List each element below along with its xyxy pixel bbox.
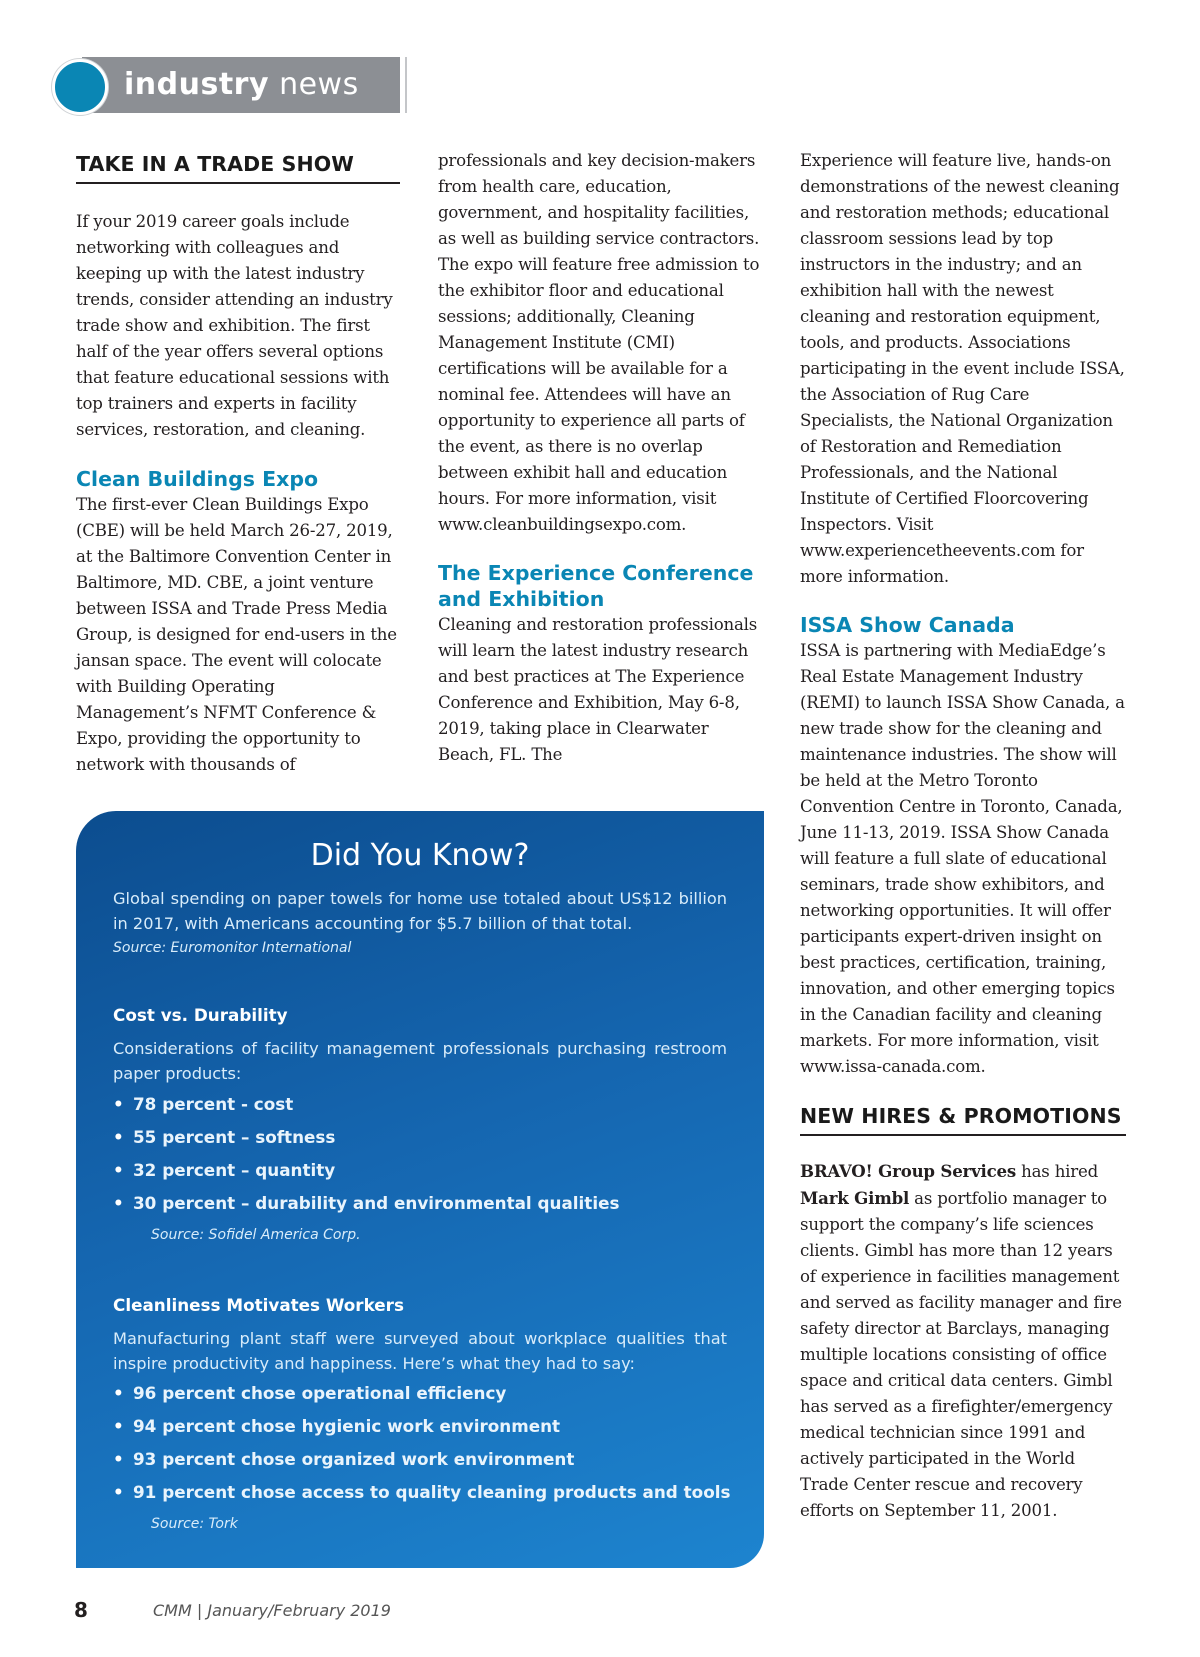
list-item: • 96 percent chose operational efficiency: [113, 1377, 730, 1410]
hires-company: BRAVO! Group Services: [800, 1161, 1017, 1181]
dyk-intro-source: Source: Euromonitor International: [113, 940, 352, 956]
cbe-heading: Clean Buildings Expo: [76, 467, 319, 491]
new-hires-body: BRAVO! Group Services has hired Mark Gimbl as portfolio manager to support the company’s life sciences clients. Gimbl has more than 12 years of experience in facilities management and served as facility manager and fire safety director at Barclays, managing multiple locations consisting of office space and critical data centers. Gimbl has served as a firefighter/emergency medical technician since 1991 and actively participated in the World Trade Center rescue and recovery efforts on September 11, 2001.: [800, 1161, 1122, 1520]
list-item: • 78 percent - cost: [113, 1088, 619, 1121]
column-3: [800, 148, 1126, 1524]
dyk-intro: Global spending on paper towels for home use totaled about US$12 billion in 2017, with Americans accounting for $5.7 billion of that total.: [113, 889, 727, 933]
list-item: • 93 percent chose organized work environment: [113, 1443, 730, 1476]
experience-body: Cleaning and restoration professionals will learn the latest industry research and best practices at The Experience Conference and Exhibition, May 6-8, 2019, taking place in Clearwater Beach, FL. The: [438, 615, 758, 764]
section-title: industry news: [124, 67, 359, 102]
experience-heading: The Experience Conference and Exhibition: [438, 561, 754, 611]
new-hires-heading: NEW HIRES & PROMOTIONS: [800, 1104, 1126, 1136]
list-item: • 91 percent chose access to quality cleaning products and tools: [113, 1476, 730, 1509]
cost-durability-intro: Considerations of facility management professionals purchasing restroom paper products:: [113, 1039, 727, 1083]
did-you-know-box: [76, 811, 764, 1568]
cleanliness-intro: Manufacturing plant staff were surveyed about workplace qualities that inspire productivity and happiness. Here’s what they had to say:: [113, 1329, 727, 1373]
cost-durability-source: Source: Sofidel America Corp.: [151, 1227, 361, 1243]
did-you-know-title: Did You Know?: [310, 838, 530, 873]
list-item: • 32 percent – quantity: [113, 1154, 619, 1187]
column-1: [76, 152, 400, 778]
hires-person: Mark Gimbl: [800, 1188, 910, 1208]
cbe-body-continued: professionals and key decision-makers from health care, education, government, and hospitality facilities, as well as building service contractors. The expo will feature free admission to the exhibitor floor and educational sessions; additionally, Cleaning Management Institute (CMI) certifications will be available for a nominal fee. Attendees will have an opportunity to experience all parts of the event, as there is no overlap between exhibit hall and education hours. For more information, visit www.cleanbuildingsexpo.com.: [438, 151, 760, 534]
list-item: • 94 percent chose hygienic work environment: [113, 1410, 730, 1443]
list-item: • 30 percent – durability and environmental qualities: [113, 1187, 619, 1220]
page-number: 8: [74, 1598, 88, 1622]
column-2: [438, 148, 764, 768]
cleanliness-source: Source: Tork: [151, 1516, 238, 1532]
cbe-body: The first-ever Clean Buildings Expo (CBE) will be held March 26-27, 2019, at the Baltimore Convention Center in Baltimore, MD. CBE, a joint venture between ISSA and Trade Press Media Group, is designed for end-users in the jansan space. The event will colocate with Building Operating Management’s NFMT Conference & Expo, providing the opportunity to network with thousands of: [76, 495, 397, 774]
list-item: • 55 percent – softness: [113, 1121, 619, 1154]
publication-info: CMM | January/February 2019: [153, 1601, 391, 1620]
cost-durability-heading: Cost vs. Durability: [113, 1005, 288, 1025]
experience-body-continued: Experience will feature live, hands-on demonstrations of the newest cleaning and restoration methods; educational classroom sessions lead by top instructors in the industry; and an exhibition hall with the newest cleaning and restoration equipment, tools, and products. Associations participating in the event include ISSA, the Association of Rug Care Specialists, the National Organization of Restoration and Remediation Professionals, and the National Institute of Certified Floorcovering Inspectors. Visit www.experiencetheevents.com for more information.: [800, 151, 1125, 586]
cleanliness-list: [113, 1377, 730, 1509]
cleanliness-heading: Cleanliness Motivates Workers: [113, 1295, 404, 1315]
section-tab-edge: [405, 57, 407, 113]
issa-canada-body: ISSA is partnering with MediaEdge’s Real Estate Management Industry (REMI) to launch ISSA Show Canada, a new trade show for the cleaning and maintenance industries. The show will be held at the Metro Toronto Convention Centre in Toronto, Canada, June 11-13, 2019. ISSA Show Canada will feature a full slate of educational seminars, trade show exhibitors, and networking opportunities. It will offer participants expert-driven insight on best practices, certification, training, innovation, and other emerging topics in the Canadian facility and cleaning markets. For more information, visit www.issa-canada.com.: [800, 641, 1125, 1076]
trade-show-heading: TAKE IN A TRADE SHOW: [76, 152, 400, 184]
cost-durability-list: [113, 1088, 619, 1220]
trade-show-intro: If your 2019 career goals include networking with colleagues and keeping up with the latest industry trends, consider attending an industry trade show and exhibition. The first half of the year offers several options that feature educational sessions with top trainers and experts in facility services, restoration, and cleaning.: [76, 212, 393, 439]
section-circle-icon: [52, 59, 108, 115]
issa-canada-heading: ISSA Show Canada: [800, 613, 1015, 637]
